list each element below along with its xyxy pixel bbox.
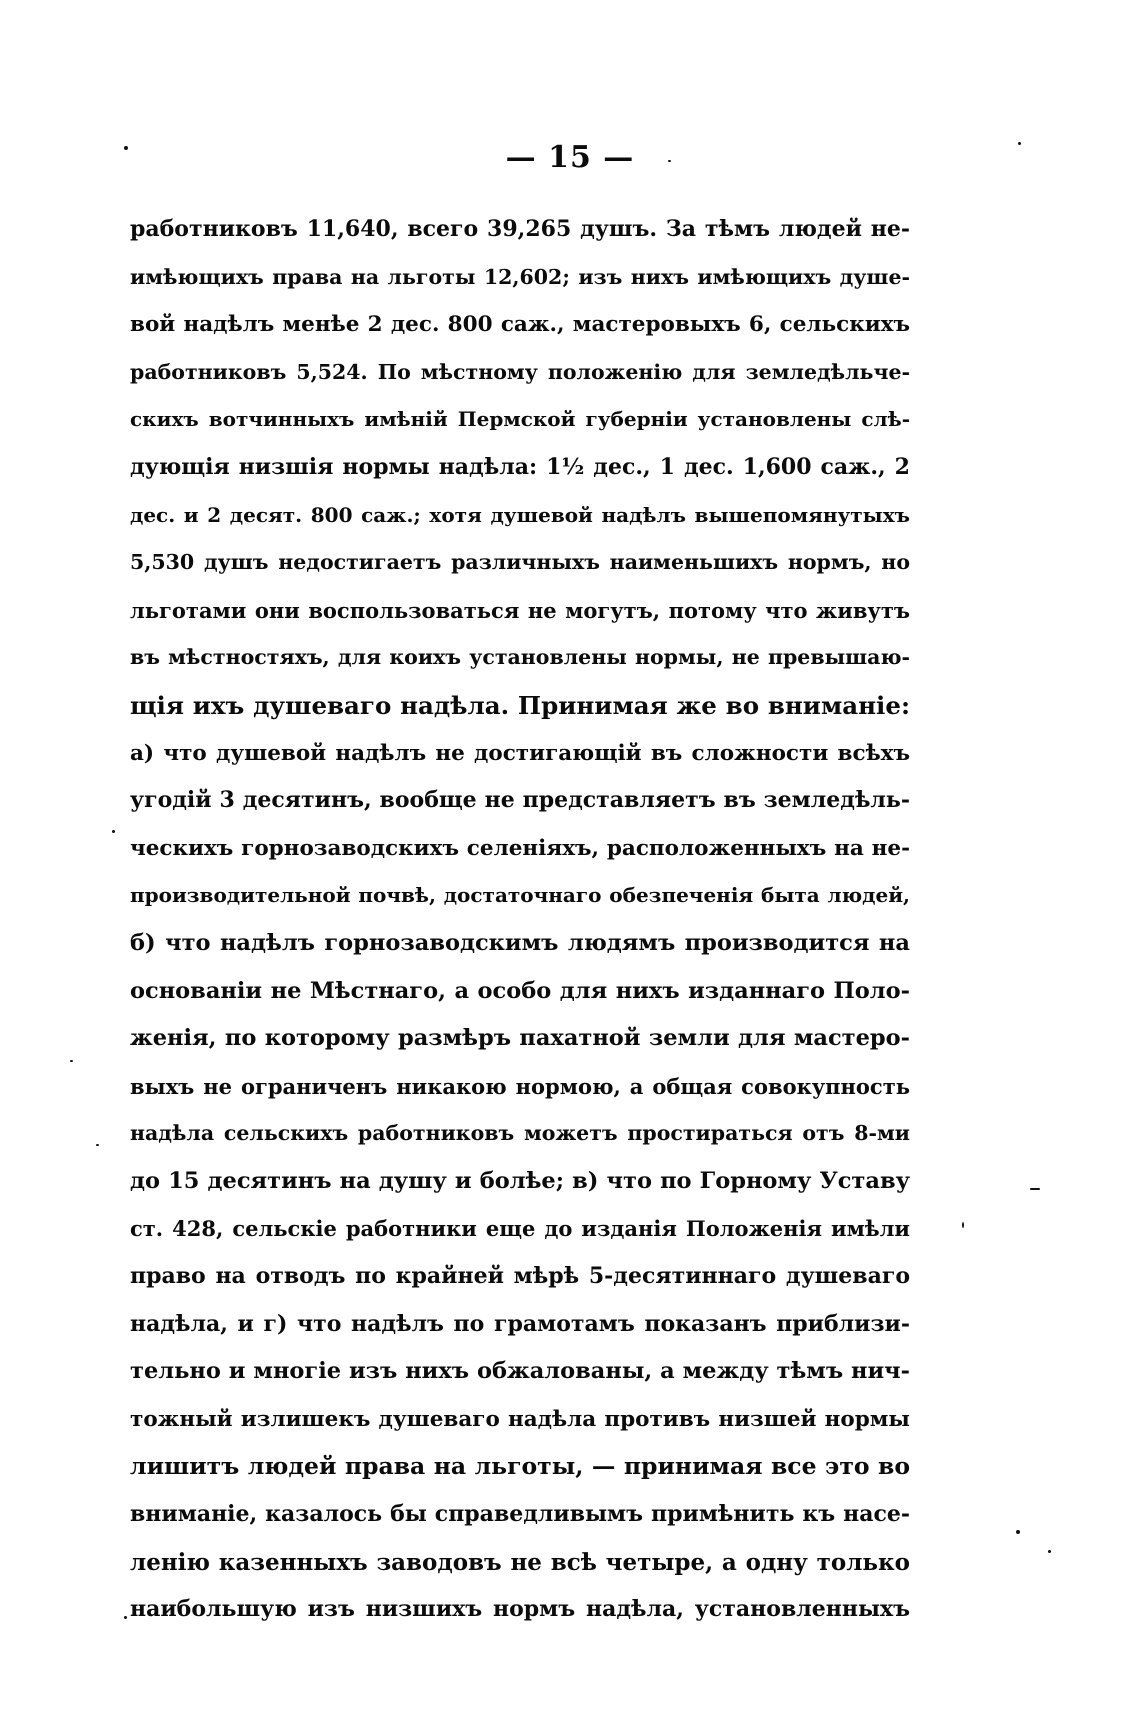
scan-speck — [96, 1144, 99, 1146]
text-line: а) что душевой надѣлъ не достигающій въ сложности всѣхъ — [130, 740, 910, 766]
text-line: ст. 428, сельскіе работники еще до изданія Положенія имѣли — [130, 1216, 910, 1242]
text-line: лишитъ людей права на льготы, — принимая все это во — [130, 1452, 910, 1481]
text-line: выхъ не ограниченъ никакою нормою, а общая совокупность — [130, 1073, 910, 1099]
text-line: надѣла, и г) что надѣлъ по грамотамъ показанъ приблизи- — [130, 1310, 910, 1337]
text-line: производительной почвѣ, достаточнаго обезпеченія быта людей, — [130, 883, 910, 908]
text-line: 5,530 душъ недостигаетъ различныхъ наименьшихъ нормъ, но — [130, 550, 910, 575]
text-line: тожный излишекъ душеваго надѣла противъ низшей нормы — [130, 1406, 910, 1432]
scan-speck — [1018, 142, 1021, 145]
text-line: скихъ вотчинныхъ имѣній Пермской губерніи установлены слѣ- — [130, 407, 910, 432]
scan-speck — [668, 160, 671, 162]
text-line: женія, по которому размѣръ пахатной земли для мастеро- — [130, 1025, 910, 1052]
text-line: ленію казенныхъ заводовъ не всѣ четыре, а одну только — [130, 1548, 910, 1576]
text-line: б) что надѣлъ горнозаводскимъ людямъ производится на — [130, 929, 910, 956]
text-line: дес. и 2 десят. 800 саж.; хотя душевой надѣлъ вышепомянутыхъ — [130, 502, 910, 527]
scan-speck — [124, 146, 128, 150]
text-line: тельно и многіе изъ нихъ обжалованы, а между тѣмъ нич- — [130, 1358, 910, 1385]
text-line: до 15 десятинъ на душу и болѣе; в) что по Горному Уставу — [130, 1167, 910, 1194]
scan-speck — [124, 1616, 127, 1619]
text-line: щія ихъ душеваго надѣла. Принимая же во вниманіе: — [130, 690, 910, 720]
text-line: основаніи не Мѣстнаго, а особо для нихъ изданнаго Поло- — [130, 977, 910, 1004]
scan-speck — [112, 830, 115, 833]
text-line: право на отводъ по крайней мѣрѣ 5-десятиннаго душеваго — [130, 1263, 910, 1290]
page-number: — 15 — — [505, 140, 635, 175]
text-line: ческихъ горнозаводскихъ селеніяхъ, расположенныхъ на не- — [130, 835, 910, 861]
text-line: вниманіе, казалось бы справедливымъ примѣнить къ насе- — [130, 1501, 910, 1528]
text-line: угодій 3 десятинъ, вообще не представляетъ въ земледѣль- — [130, 787, 910, 814]
scan-speck — [70, 1060, 73, 1062]
scan-speck — [1048, 1550, 1051, 1553]
text-line: надѣла сельскихъ работниковъ можетъ простираться отъ 8-ми — [130, 1121, 910, 1146]
text-line: работниковъ 5,524. По мѣстному положенію для земледѣльче- — [130, 359, 910, 384]
text-line: вой надѣлъ менѣе 2 дес. 800 саж., мастеровыхъ 6, сельскихъ — [130, 312, 910, 338]
text-line: дующія низшія нормы надѣла: 1½ дес., 1 дес. 1,600 саж., 2 — [130, 453, 910, 480]
scan-speck — [962, 1222, 964, 1228]
text-line: работниковъ 11,640, всего 39,265 душъ. За тѣмъ людей не- — [130, 216, 910, 242]
scan-speck — [1030, 1188, 1040, 1190]
scan-speck — [1016, 1530, 1020, 1534]
text-line: льготами они воспользоваться не могутъ, потому что живутъ — [130, 597, 910, 623]
text-line: въ мѣстностяхъ, для коихъ установлены нормы, не превышаю- — [130, 645, 910, 670]
body-text — [130, 206, 910, 1634]
text-line: имѣющихъ права на льготы 12,602; изъ нихъ имѣющихъ душе- — [130, 264, 910, 289]
text-line: наибольшую изъ низшихъ нормъ надѣла, установленныхъ — [130, 1596, 910, 1623]
